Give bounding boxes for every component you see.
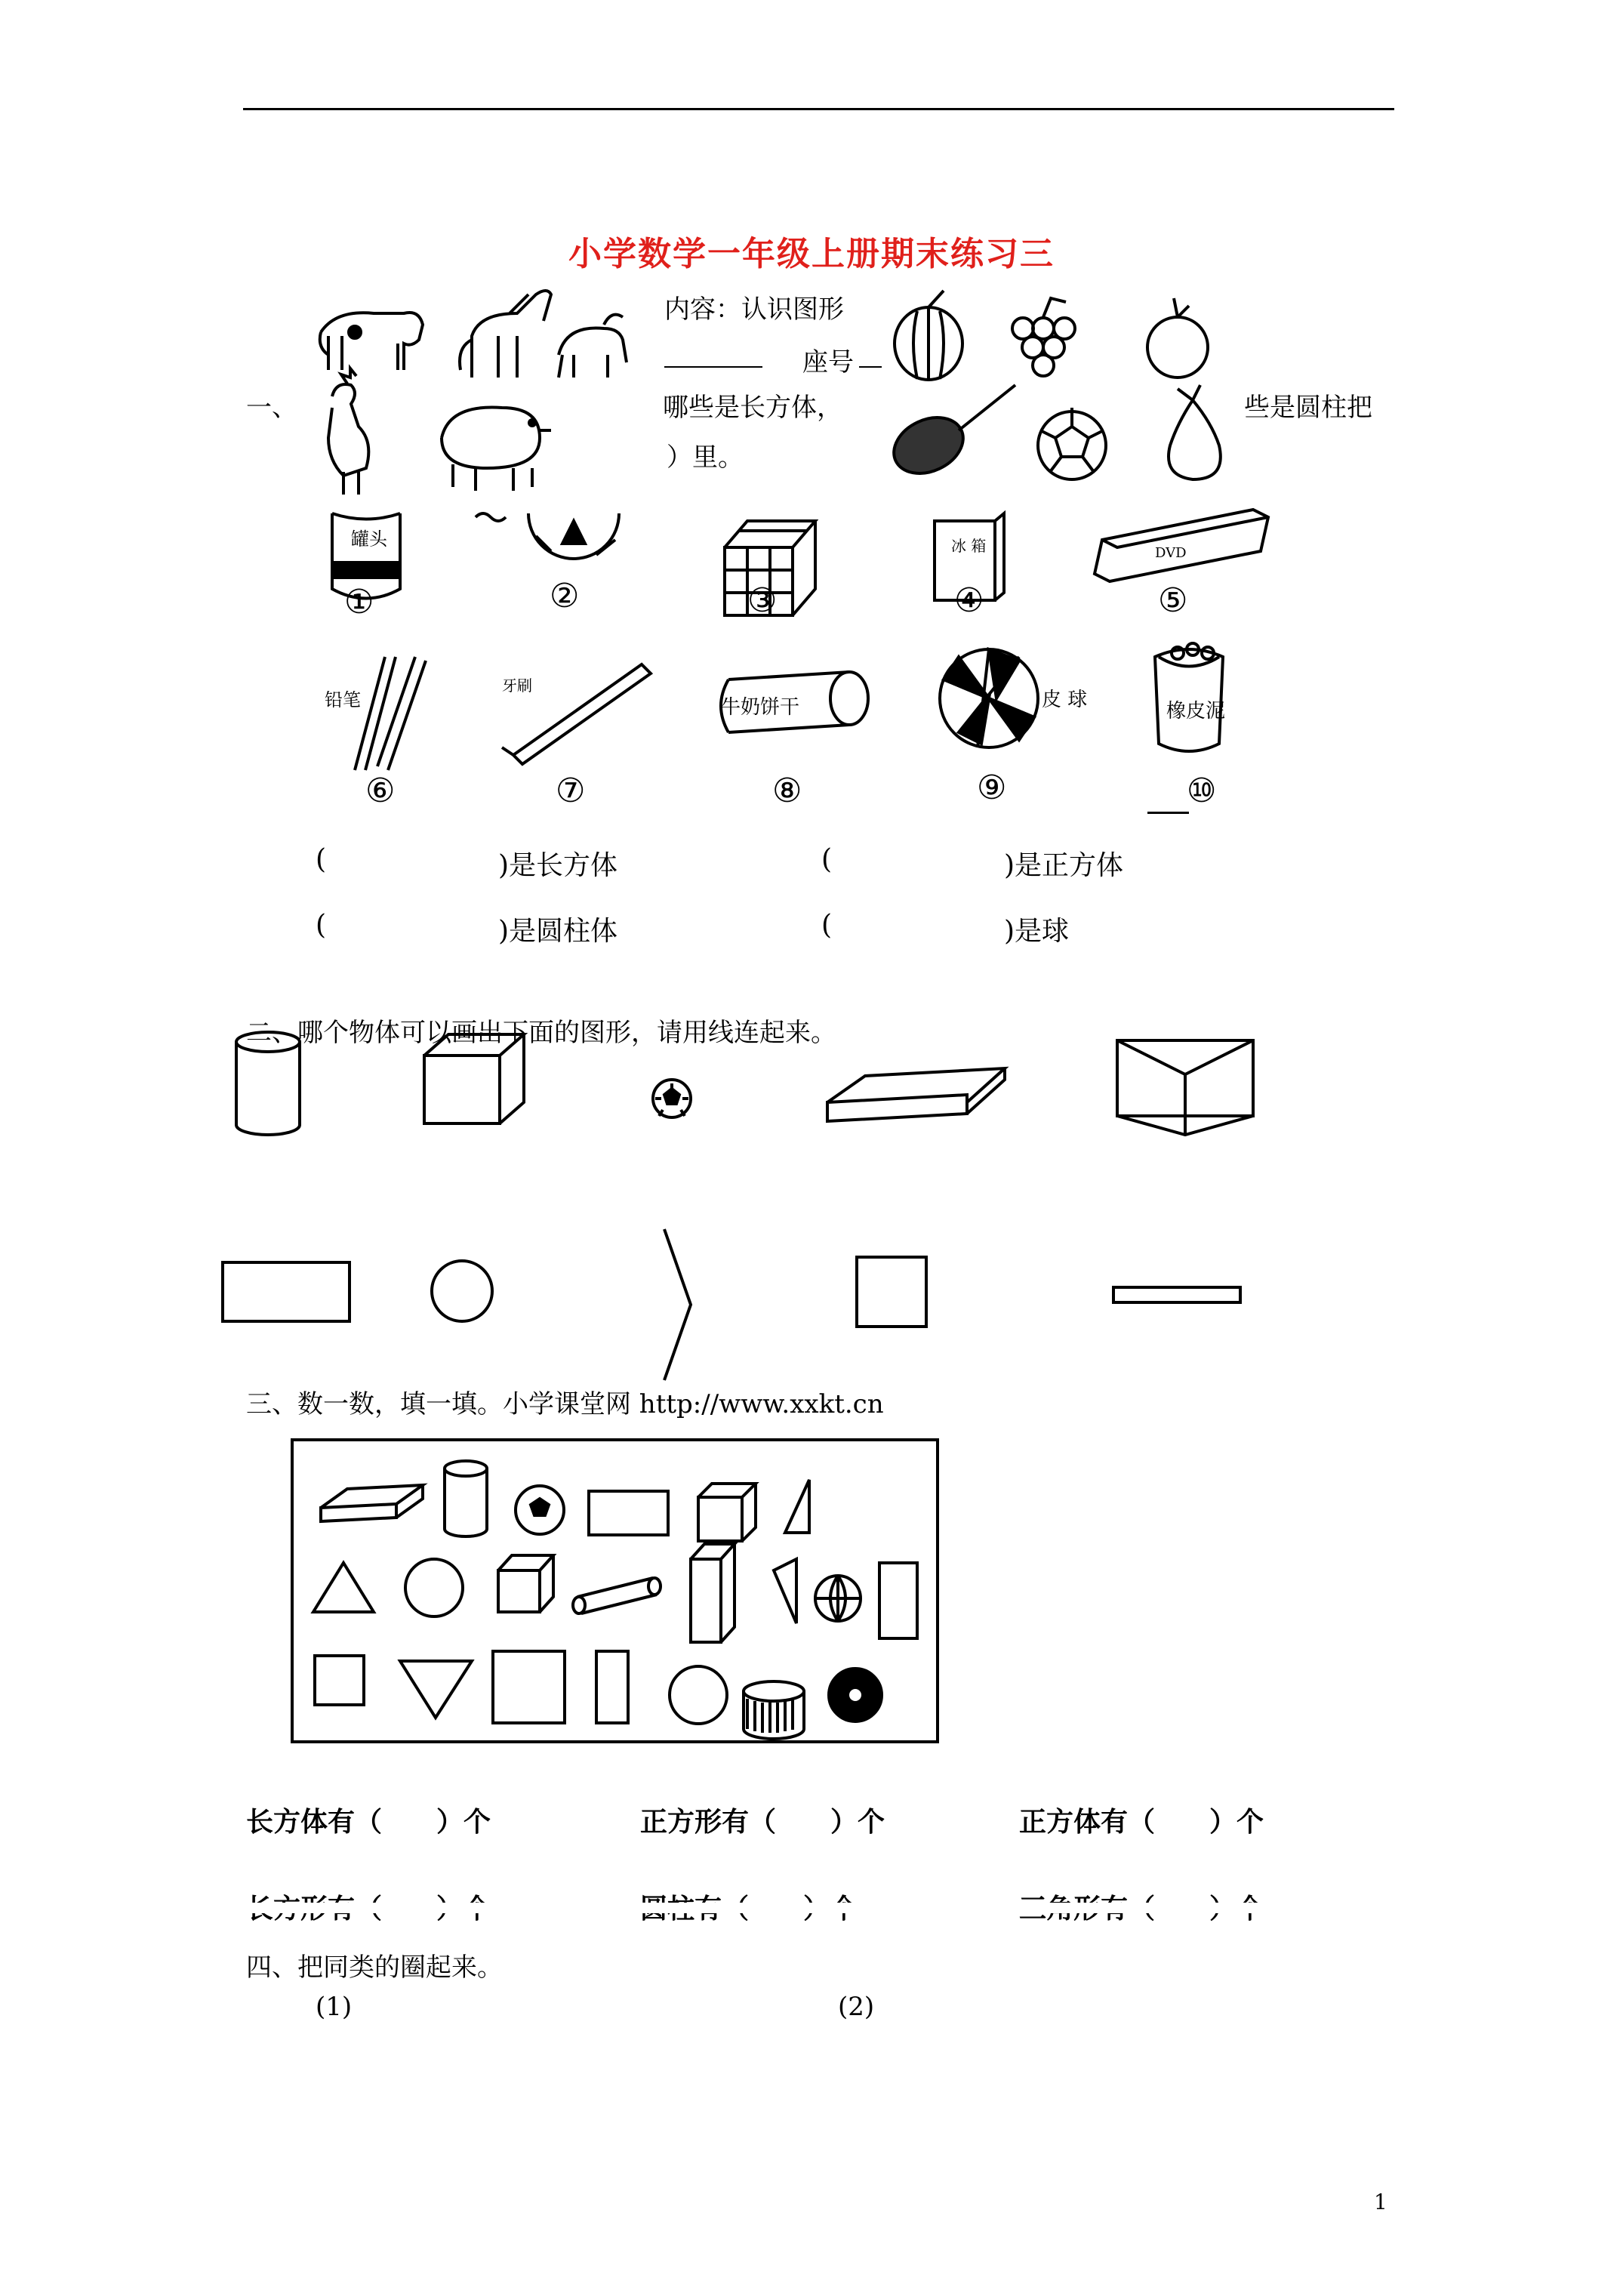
biscuit-label: 牛奶饼干: [721, 696, 800, 719]
q2-heading: 二、哪个物体可以画出下面的图形，请用线连起来。: [246, 1018, 836, 1048]
q2-shapes: [226, 1027, 1283, 1374]
number-3: ③: [747, 581, 778, 620]
answer-cube: )是正方体: [1004, 850, 1124, 881]
objects-row1: [317, 506, 1283, 619]
number-5: ⑤: [1158, 581, 1188, 620]
count-cuboid: 长方体有（ ）个: [246, 1807, 491, 1838]
q3-heading: 三、数一数，填一填。小学课堂网 http://www.xxkt.cn: [246, 1389, 884, 1419]
blank-line: [664, 366, 762, 368]
blank-line: [859, 366, 882, 368]
popsicle-label: 冰 箱: [951, 537, 987, 555]
answer-open: (: [316, 844, 327, 875]
answer-open: (: [821, 844, 833, 875]
number-6: ⑥: [365, 772, 396, 810]
answer-cylinder: )是圆柱体: [498, 916, 618, 947]
page-cut: [226, 1903, 1359, 1913]
q4-part-2: (2): [838, 1992, 875, 2022]
toothbrush-label: 牙刷: [502, 676, 532, 695]
answer-sphere: )是球: [1004, 916, 1070, 947]
number-7: ⑦: [556, 772, 586, 810]
page-title: 小学数学一年级上册期末练习三: [568, 235, 1055, 273]
q1-marker: 一、: [246, 393, 297, 423]
seat-label: 座号: [802, 347, 854, 378]
pencil-label: 铅笔: [325, 689, 361, 710]
answer-open: (: [821, 910, 833, 941]
animals-picture: [313, 264, 661, 491]
number-1: ①: [344, 583, 374, 621]
q4-part-1: (1): [316, 1992, 353, 2022]
q1-text-b: 些是圆柱把: [1244, 393, 1372, 423]
count-square: 正方形有（ ）个: [640, 1807, 885, 1838]
number-9: ⑨: [977, 769, 1007, 807]
objects-row2: [317, 634, 1283, 770]
q4-heading: 四、把同类的圈起来。: [246, 1952, 503, 1983]
q1-text-a: 哪些是长方体，: [663, 393, 842, 423]
number-8: ⑧: [772, 772, 802, 810]
number-2: ②: [550, 577, 580, 615]
q3-shape-box: [291, 1438, 940, 1748]
answer-cuboid: )是长方体: [498, 850, 618, 881]
clay-label: 橡皮泥: [1166, 700, 1226, 723]
fruits-picture: [883, 287, 1246, 491]
answer-open: (: [316, 910, 327, 941]
number-10: ⑩: [1187, 772, 1217, 810]
page-number: 1: [1374, 2190, 1387, 2214]
q1-text-c: ）里。: [667, 442, 744, 473]
header-rule: [243, 108, 1394, 110]
number-4: ④: [954, 581, 984, 620]
dvd-label: DVD: [1155, 545, 1187, 561]
count-cube: 正方体有（ ）个: [1019, 1807, 1264, 1838]
ball-label: 皮 球: [1042, 689, 1088, 711]
content-line: 内容：认识图形: [664, 294, 844, 325]
can-label: 罐头: [351, 529, 387, 550]
blank-line: [1147, 812, 1189, 814]
